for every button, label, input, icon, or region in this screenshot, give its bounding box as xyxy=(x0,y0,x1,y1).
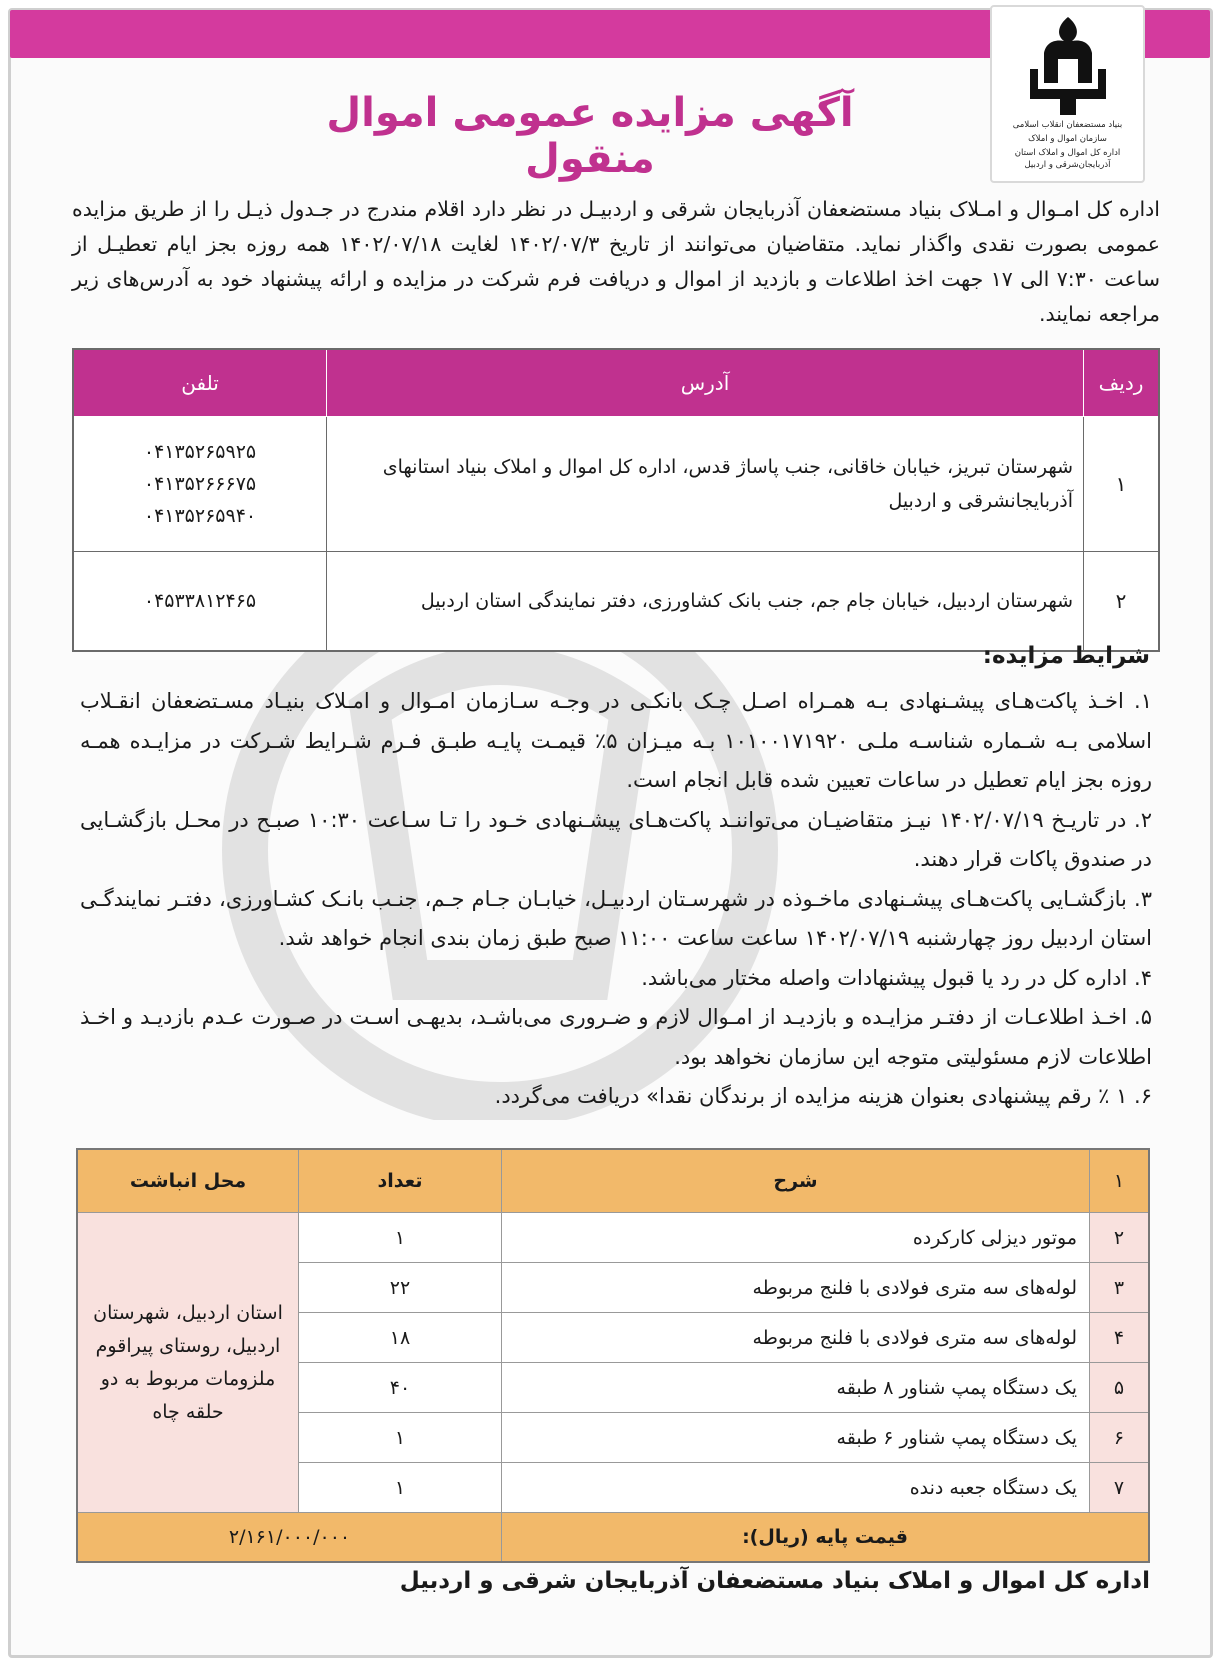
logo-org-line-1: بنیاد مستضعفان انقلاب اسلامی xyxy=(1012,120,1123,130)
conditions-title: شرایط مزایده: xyxy=(982,643,1150,669)
item-description: لوله‌های سه متری فولادی با فلنج مربوطه xyxy=(502,1313,1090,1363)
price-value: ۲/۱۶۱/۰۰۰/۰۰۰ xyxy=(77,1513,502,1563)
items-table-header xyxy=(77,1149,1149,1213)
row-phones xyxy=(73,552,327,652)
header-number: ۱ xyxy=(1090,1149,1150,1213)
table-row xyxy=(77,1213,1149,1263)
row-address: شهرستان اردبیل، خیابان جام جم، جنب بانک کشاورزی، دفتر نمایندگی استان اردبیل xyxy=(327,552,1084,652)
item-quantity: ۴۰ xyxy=(299,1363,502,1413)
condition-item: ۴. اداره کل در رد یا قبول پیشنهادات واصله مختار می‌باشد. xyxy=(641,965,1152,990)
condition-item: ۱. اخـذ پاکت‌هـای پیشـنهادی بـه همـراه اصـل چـک بانکـی در وجـه سـازمان امـوال و امـلاک بنیـاد مسـتضعفان انقـلاب اسلامی بـه شـماره شناسـه ملـی ۱۰۱۰۰۱۷۱۹۲۰ بـه میـزان ۵٪ قیمـت پایـه طبـق فـرم شـرایط شـرکت در مزایـده همـه روزه بجز ایام تعطیل در ساعات تعیین شده قابل انجام است. xyxy=(80,689,1152,792)
phone-number: ۰۴۵۳۳۸۱۲۴۶۵ xyxy=(143,590,257,612)
foundation-emblem-icon xyxy=(1020,13,1116,117)
intro-paragraph: اداره کل امـوال و امـلاک بنیاد مستضعفان آذربایجان شرقی و اردبیـل در نظر دارد اقلام مندرج در جـدول ذیـل را از طریق مزایده عمومی بصورت نقدی واگذار نماید. متقاضیان می‌توانند از تاریخ ۱۴۰۲/۰۷/۳ لغایت ۱۴۰۲/۰۷/۱۸ همه روزه بجز ایام تعطیـل از ساعت ۷:۳۰ الی ۱۷ جهت اخذ اطلاعات و بازدید از اموال و دریافت فرم شرکت در مزایده و ارائه پیشنهاد خود به آدرس‌های زیر مراجعه نمایند. xyxy=(72,197,1161,326)
item-number: ۴ xyxy=(1090,1313,1150,1363)
foundation-logo xyxy=(990,5,1145,183)
item-description: یک دستگاه پمپ شناور ۸ طبقه xyxy=(502,1363,1090,1413)
item-quantity: ۱ xyxy=(299,1463,502,1513)
row-index: ۲ xyxy=(1084,552,1160,652)
price-label: قیمت پایه (ریال): xyxy=(502,1513,1150,1563)
row-index: ۱ xyxy=(1084,417,1160,552)
phone-number: ۰۴۱۳۵۲۶۵۹۲۵ xyxy=(143,441,257,463)
condition-item: ۳. بازگشـایی پاکت‌هـای پیشـنهادی ماخـوذه در شهرسـتان اردبیـل، خیابـان جـام جـم، جنـب بانـک کشـاورزی، دفتـر نمایندگـی استان اردبیل روز چهارشنبه ۱۴۰۲/۰۷/۱۹ ساعت ساعت ۱۱:۰۰ صبح طبق زمان بندی انجام خواهد شد. xyxy=(80,886,1152,950)
storage-location: استان اردبیل، شهرستان اردبیل، روستای پیراقوم ملزومات مربوط به دو حلقه چاه xyxy=(77,1213,299,1513)
item-number: ۶ xyxy=(1090,1413,1150,1463)
logo-org-line-2: سازمان اموال و املاک xyxy=(1028,134,1107,144)
header-quantity: تعداد xyxy=(299,1149,502,1213)
condition-item: ۲. در تاریـخ ۱۴۰۲/۰۷/۱۹ نیـز متقاضیـان می‌تواننـد پاکت‌هـای پیشـنهادی خـود را تـا سـاعت ۱۰:۳۰ صبـح در محـل بازگشـایی در صندوق پاکات قرار دهند. xyxy=(80,807,1152,871)
row-address: شهرستان تبریز، خیابان خاقانی، جنب پاساژ قدس، اداره کل اموال و املاک بنیاد استانهای آذربایجانشرقی و اردبیل xyxy=(327,417,1084,552)
item-description: لوله‌های سه متری فولادی با فلنج مربوطه xyxy=(502,1263,1090,1313)
logo-org-line-3: اداره کل اموال و املاک استان آذربایجان‌شرقی و اردبیل xyxy=(1014,148,1121,170)
condition-item: ۵. اخـذ اطلاعـات از دفتـر مزایـده و بازدیـد از امـوال لازم و ضـروری می‌باشـد، بدیهـی اسـت در صـورت عـدم بازدیـد و اخـذ اطلاعات لازم مسئولیتی متوجه این سازمان نخواهد بود. xyxy=(80,1005,1152,1069)
header-location: محل انباشت xyxy=(77,1149,299,1213)
footer-signature: اداره کل اموال و املاک بنیاد مستضعفان آذربایجان شرقی و اردبیل xyxy=(399,1568,1150,1594)
conditions-list xyxy=(80,682,1152,1117)
header-description: شرح xyxy=(502,1149,1090,1213)
header-address: آدرس xyxy=(327,349,1084,417)
table-row xyxy=(73,552,1159,652)
table-row xyxy=(73,417,1159,552)
address-table-header xyxy=(73,349,1159,417)
item-description: یک دستگاه پمپ شناور ۶ طبقه xyxy=(502,1413,1090,1463)
item-quantity: ۲۲ xyxy=(299,1263,502,1313)
phone-number: ۰۴۱۳۵۲۶۵۹۴۰ xyxy=(143,505,257,527)
item-number: ۵ xyxy=(1090,1363,1150,1413)
item-number: ۳ xyxy=(1090,1263,1150,1313)
row-phones xyxy=(73,417,327,552)
item-description: یک دستگاه جعبه دنده xyxy=(502,1463,1090,1513)
condition-item: ۶. ۱ ٪ رقم پیشنهادی بعنوان هزینه مزایده از برندگان نقدا» دریافت می‌گردد. xyxy=(494,1084,1152,1108)
item-quantity: ۱ xyxy=(299,1213,502,1263)
item-quantity: ۱ xyxy=(299,1413,502,1463)
item-number: ۲ xyxy=(1090,1213,1150,1263)
item-description: موتور دیزلی کارکرده xyxy=(502,1213,1090,1263)
page-title: آگهی مزایده عمومی اموال منقول xyxy=(326,90,854,182)
price-row xyxy=(77,1513,1149,1563)
item-number: ۷ xyxy=(1090,1463,1150,1513)
address-table xyxy=(72,348,1160,652)
items-table xyxy=(76,1148,1150,1563)
item-quantity: ۱۸ xyxy=(299,1313,502,1363)
header-phone: تلفن xyxy=(73,349,327,417)
phone-number: ۰۴۱۳۵۲۶۶۶۷۵ xyxy=(143,473,257,495)
header-idx: ردیف xyxy=(1084,349,1160,417)
